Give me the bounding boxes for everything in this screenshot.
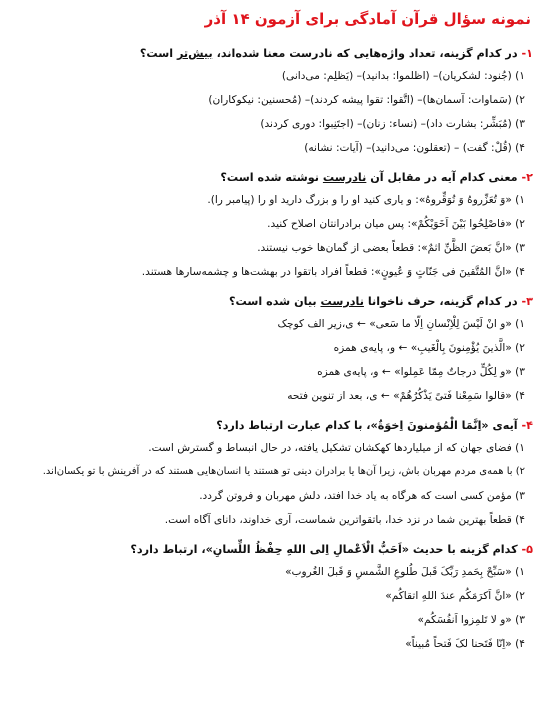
question-underlined: بیش‌تر — [176, 47, 213, 60]
question-underlined: نادرست — [322, 171, 367, 184]
option: ۳) «و لا تَلمِزوا اَنفُسَکُم» — [417, 614, 525, 626]
option: ۲) «انَّ اَکرَمَکُم عندَ اللهِ اتقاکُم» — [385, 590, 525, 602]
option: ۲) «فاصْلِحُوا بَیْنَ اَخَوَیْکُمْ»: پس میان برادرانتان اصلاح کنید. — [267, 218, 525, 230]
question-underlined: نادرست — [320, 295, 364, 308]
question-text-end: بیان شده است؟ — [229, 295, 321, 308]
question-text-end: است؟ — [139, 47, 177, 60]
option: ۱) (جُنود: لشکریان)– (اظلموا: بدانید)– (یَظلِم: می‌دانی) — [281, 70, 525, 82]
question-number: ۵- — [521, 543, 533, 556]
question-4 — [8, 416, 533, 436]
question-text: در کدام گزینه، حرف ناخوانا — [363, 295, 522, 308]
option: ۴) «انَّ المُتَّقینَ فی جَنّاتٍ وَ عُیونٍ»: قطعاً افراد باتقوا در بهشت‌ها و چشمه‌سارها هستند. — [141, 266, 525, 278]
option: ۲) «الَّذینَ یُؤْمِنونَ بِالْغَیبِ» ← و، پایه‌ی همزه — [333, 342, 525, 354]
question-text: آیه‌ی «اِنَّمَا الْمُؤمنونَ اِخوَةٌ»، با کدام عبارت ارتباط دارد؟ — [216, 419, 522, 432]
option: ۱) فضای جهان که از میلیاردها کهکشان تشکیل یافته، در حال انبساط و گسترش است. — [148, 442, 525, 454]
option: ۴) «اِنّا فَتَحنا لکَ فَتحاً مُبیناً» — [405, 638, 525, 650]
option: ۲) (سَماوات: آسمان‌ها)– (اتَّقوا: تقوا پیشه کردند)– (مُحسنین: نیکوکاران) — [208, 94, 525, 106]
option: ۳) مؤمن کسی است که هرگاه به یاد خدا افتد، دلش مهربان و فروتن گردد. — [199, 490, 525, 502]
option: ۴) (قُلْ: گفت) – (تعقلون: می‌دانید)– (آیات: نشانه) — [304, 142, 525, 154]
option: ۳) «انَّ بَعضَ الظَّنِّ اثمٌ»: قطعاً بعضی از گمان‌ها خوب نیستند. — [257, 242, 525, 254]
question-3 — [8, 292, 533, 312]
question-number: ۳- — [521, 295, 533, 308]
option: ۴) قطعاً بهترین شما در نزد خدا، باتقواترین شماست، آری خداوند، دانای آگاه است. — [164, 514, 525, 526]
question-number: ۱- — [521, 47, 533, 60]
question-1 — [8, 44, 533, 64]
question-5 — [8, 540, 533, 560]
option: ۳) «و لِکُلٍّ درجاتٌ مِمّا عَمِلوا» ← و، پایه‌ی همزه — [317, 366, 525, 378]
question-text: در کدام گزینه، تعداد واژه‌هایی که نادرست معنا شده‌اند، — [212, 47, 522, 60]
question-number: ۲- — [521, 171, 533, 184]
option: ۱) «وَ تُعَزِّروهُ وَ تُوَقِّروهُ»: و یاری کنید او را و بزرگ دارید او را (پیامبر را). — [207, 194, 525, 206]
option: ۴) «قالوا سَمِعْنا فَتیً یَذْکُرُهُمْ» ← ی، بعد از تنوین فتحه — [287, 390, 525, 402]
question-number: ۴- — [521, 419, 533, 432]
question-2 — [8, 168, 533, 188]
option: ۱) «و انْ لَیْسَ لِلْاِنْسانِ اِلّا ما سَعی» ← ی،زیر الف کوچک — [277, 318, 525, 330]
question-text-end: نوشته شده است؟ — [220, 171, 323, 184]
question-text: کدام گزینه با حدیث «اَحَبُّ الْاَعْمالِ اِلی اللهِ حِفْظُ اللِّسانِ»، ارتباط دارد؟ — [130, 543, 522, 556]
question-text: معنی کدام آیه در مقابل آن — [366, 171, 522, 184]
option: ۲) با همه‌ی مردم مهربان باش، زیرا آن‌ها یا برادران دینی تو هستند یا انسان‌هایی هستند که در آفرینش با تو یکسان‌اند. — [42, 466, 525, 477]
option: ۱) «سَبِّحْ بِحَمدِ رَبِّکَ قَبلَ طُلوعِ الشَّمسِ وَ قَبلَ الغُروب» — [285, 566, 525, 578]
option: ۳) (مُبَشِّر: بشارت داد)– (نساء: زنان)– (اجتَنِبوا: دوری کردند) — [260, 118, 525, 130]
page-title: نمونه سؤال قرآن آمادگی برای آزمون ۱۴ آذر — [204, 10, 531, 28]
